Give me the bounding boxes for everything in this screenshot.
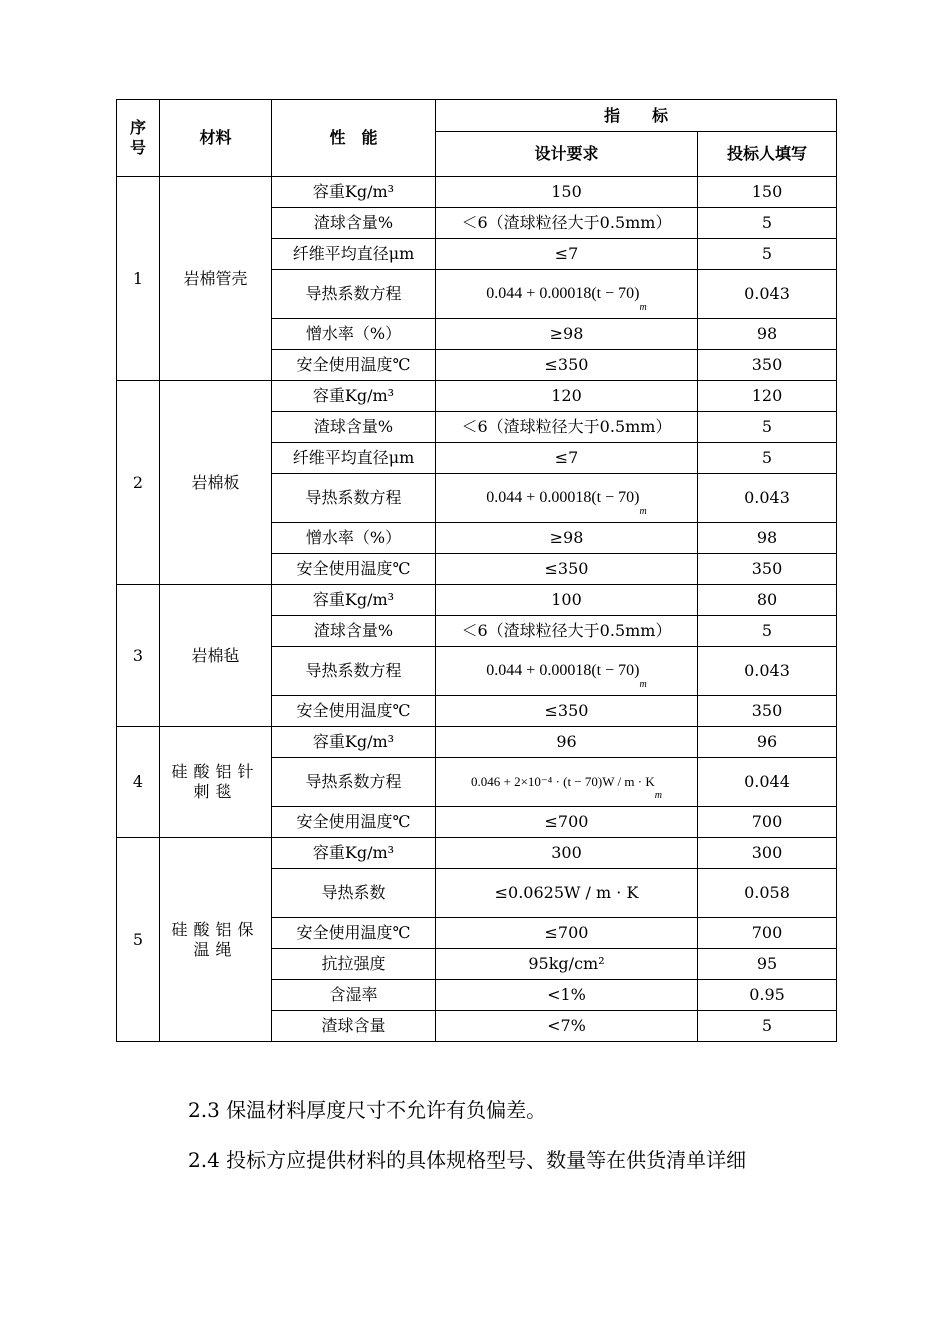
design-requirement-cell: 100 (436, 585, 698, 616)
header-material: 材料 (160, 100, 272, 177)
material-cell: 岩棉毡 (160, 585, 272, 727)
bidder-value-cell: 95 (698, 949, 837, 980)
design-requirement-cell (436, 647, 698, 696)
bidder-value-cell: 0.044 (698, 758, 837, 807)
header-seq: 序 号 (117, 100, 160, 177)
property-cell: 容重Kg/m³ (272, 177, 436, 208)
bidder-value-cell: 0.95 (698, 980, 837, 1011)
formula (471, 773, 662, 801)
seq-cell: 2 (117, 381, 160, 585)
formula (486, 488, 647, 517)
design-requirement-cell: <7% (436, 1011, 698, 1042)
design-requirement-cell: ≤350 (436, 350, 698, 381)
property-cell: 容重Kg/m³ (272, 838, 436, 869)
design-requirement-cell: ≤7 (436, 239, 698, 270)
bidder-value-cell: 120 (698, 381, 837, 412)
design-requirement-cell: 95kg/cm² (436, 949, 698, 980)
design-requirement-cell: ＜6（渣球粒径大于0.5mm） (436, 208, 698, 239)
formula (486, 661, 647, 690)
formula-subscript: m (654, 789, 662, 801)
bidder-value-cell: 700 (698, 918, 837, 949)
design-requirement-cell: ≤7 (436, 443, 698, 474)
formula-text: 0.044 + 0.00018(t − 70) (486, 284, 640, 302)
material-cell: 硅酸铝针刺毯 (160, 727, 272, 838)
bidder-value-cell: 0.043 (698, 270, 837, 319)
design-requirement-cell: ≥98 (436, 523, 698, 554)
design-requirement-cell: ＜6（渣球粒径大于0.5mm） (436, 616, 698, 647)
design-requirement-cell: 96 (436, 727, 698, 758)
bidder-value-cell: 96 (698, 727, 837, 758)
design-requirement-cell (436, 474, 698, 523)
property-cell: 导热系数方程 (272, 758, 436, 807)
header-property: 性 能 (272, 100, 436, 177)
property-cell: 纤维平均直径μm (272, 443, 436, 474)
design-requirement-cell: <1% (436, 980, 698, 1011)
property-cell: 导热系数方程 (272, 270, 436, 319)
property-cell: 安全使用温度℃ (272, 807, 436, 838)
property-cell: 渣球含量% (272, 616, 436, 647)
bidder-value-cell: 300 (698, 838, 837, 869)
property-cell: 抗拉强度 (272, 949, 436, 980)
design-requirement-cell: ≤700 (436, 918, 698, 949)
table-row (117, 381, 837, 412)
property-cell: 纤维平均直径μm (272, 239, 436, 270)
property-cell: 憎水率（%） (272, 319, 436, 350)
formula-text: 0.044 + 0.00018(t − 70) (486, 661, 640, 679)
material-cell: 岩棉管壳 (160, 177, 272, 381)
seq-cell: 1 (117, 177, 160, 381)
design-requirement-cell: ≤350 (436, 696, 698, 727)
property-cell: 容重Kg/m³ (272, 381, 436, 412)
table-body (117, 177, 837, 1042)
design-requirement-cell: ≤700 (436, 807, 698, 838)
paragraph-2-4: 2.4 投标方应提供材料的具体规格型号、数量等在供货清单详细 (188, 1148, 747, 1172)
design-requirement-cell: ≤0.0625W / m · K (436, 869, 698, 918)
bidder-value-cell: 350 (698, 554, 837, 585)
design-requirement-cell: 120 (436, 381, 698, 412)
bidder-value-cell: 350 (698, 350, 837, 381)
bidder-value-cell: 0.058 (698, 869, 837, 918)
formula-subscript: m (639, 678, 647, 690)
property-cell: 容重Kg/m³ (272, 585, 436, 616)
table-row (117, 585, 837, 616)
seq-cell: 4 (117, 727, 160, 838)
material-cell: 岩棉板 (160, 381, 272, 585)
property-cell: 渣球含量% (272, 208, 436, 239)
table-row (117, 727, 837, 758)
property-cell: 安全使用温度℃ (272, 554, 436, 585)
property-cell: 安全使用温度℃ (272, 350, 436, 381)
property-cell: 导热系数方程 (272, 474, 436, 523)
seq-cell: 3 (117, 585, 160, 727)
bidder-value-cell: 0.043 (698, 474, 837, 523)
design-requirement-cell: ＜6（渣球粒径大于0.5mm） (436, 412, 698, 443)
bidder-value-cell: 80 (698, 585, 837, 616)
formula-subscript: m (639, 301, 647, 313)
material-cell: 硅酸铝保温绳 (160, 838, 272, 1042)
design-requirement-cell (436, 270, 698, 319)
table-row (117, 838, 837, 869)
design-requirement-cell: 150 (436, 177, 698, 208)
bidder-value-cell: 0.043 (698, 647, 837, 696)
bidder-value-cell: 98 (698, 523, 837, 554)
header-bidder: 投标人填写 (698, 132, 837, 177)
bidder-value-cell: 350 (698, 696, 837, 727)
property-cell: 安全使用温度℃ (272, 918, 436, 949)
header-indicator: 指 标 (436, 100, 837, 132)
property-cell: 含湿率 (272, 980, 436, 1011)
bidder-value-cell: 5 (698, 1011, 837, 1042)
paragraph-2-3: 2.3 保温材料厚度尺寸不允许有负偏差。 (188, 1098, 547, 1122)
property-cell: 憎水率（%） (272, 523, 436, 554)
property-cell: 导热系数方程 (272, 647, 436, 696)
formula-subscript: m (639, 505, 647, 517)
property-cell: 容重Kg/m³ (272, 727, 436, 758)
formula-text: 0.046 + 2×10⁻⁴ · (t − 70)W / m · K (471, 773, 655, 789)
design-requirement-cell: ≤350 (436, 554, 698, 585)
design-requirement-cell: ≥98 (436, 319, 698, 350)
design-requirement-cell: 300 (436, 838, 698, 869)
bidder-value-cell: 5 (698, 239, 837, 270)
seq-cell: 5 (117, 838, 160, 1042)
property-cell: 渣球含量 (272, 1011, 436, 1042)
bidder-value-cell: 5 (698, 208, 837, 239)
bidder-value-cell: 700 (698, 807, 837, 838)
bidder-value-cell: 150 (698, 177, 837, 208)
property-cell: 导热系数 (272, 869, 436, 918)
material-spec-table (116, 99, 837, 1042)
table-row (117, 177, 837, 208)
design-requirement-cell (436, 758, 698, 807)
property-cell: 渣球含量% (272, 412, 436, 443)
formula (486, 284, 647, 313)
header-design: 设计要求 (436, 132, 698, 177)
property-cell: 安全使用温度℃ (272, 696, 436, 727)
bidder-value-cell: 98 (698, 319, 837, 350)
bidder-value-cell: 5 (698, 616, 837, 647)
formula-text: 0.044 + 0.00018(t − 70) (486, 488, 640, 506)
bidder-value-cell: 5 (698, 443, 837, 474)
bidder-value-cell: 5 (698, 412, 837, 443)
